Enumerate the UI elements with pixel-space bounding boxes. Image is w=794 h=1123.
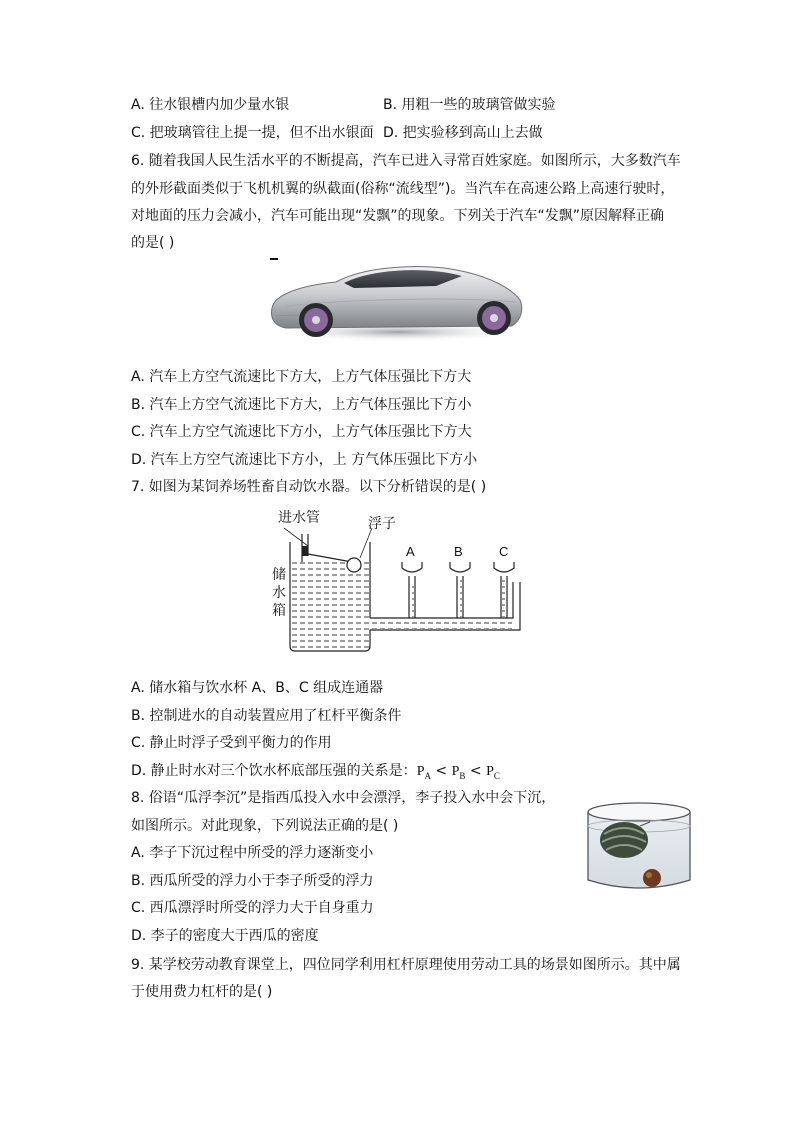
label-tank-2: 水 bbox=[272, 584, 286, 600]
q6-option-a: A. 汽车上方空气流速比下方大，上方气体压强比下方大 bbox=[131, 369, 472, 385]
q6-stem-line-1: 6. 随着我国人民生活水平的不断提高，汽车已进入寻常百姓家庭。如图所示，大多数汽车 bbox=[131, 153, 681, 169]
q6-stem-line-2: 的外形截面类似于飞机机翼的纵截面(俗称“流线型”)。当汽车在高速公路上高速行驶时， bbox=[131, 181, 675, 197]
label-inlet-pipe: 进水管 bbox=[278, 509, 320, 525]
q6-option-c: C. 汽车上方空气流速比下方小，上方气体压强比下方大 bbox=[131, 424, 472, 440]
q8-stem-line-2: 如图所示。对此现象，下列说法正确的是( ) bbox=[131, 818, 399, 834]
q8-stem-line-1: 8. 俗语“瓜浮李沉”是指西瓜投入水中会漂浮，李子投入水中会下沉， bbox=[131, 790, 556, 806]
q7-option-c: C. 静止时浮子受到平衡力的作用 bbox=[131, 735, 332, 751]
q6-option-b: B. 汽车上方空气流速比下方大，上方气体压强比下方小 bbox=[131, 397, 472, 413]
q6-option-d: D. 汽车上方空气流速比下方小，上 方气体压强比下方小 bbox=[131, 452, 478, 468]
q9-stem-line-1: 9. 某学校劳动教育课堂上，四位同学利用杠杆原理使用劳动工具的场景如图所示。其中属 bbox=[131, 957, 681, 973]
q7-option-d bbox=[131, 761, 500, 786]
label-tank-1: 储 bbox=[272, 566, 286, 582]
q7-option-a: A. 储水箱与饮水杯 A、B、C 组成连通器 bbox=[131, 680, 384, 696]
q6-stem-line-3: 对地面的压力会减小，汽车可能出现“发飘”的现象。下列关于汽车“发飘”原因解释正确 bbox=[131, 208, 665, 224]
label-float: 浮子 bbox=[368, 515, 396, 531]
q8-option-d: D. 李子的密度大于西瓜的密度 bbox=[131, 928, 319, 944]
q7-option-d-text: D. 静止时水对三个饮水杯底部压强的关系是： bbox=[131, 763, 417, 779]
q9-stem-line-2: 于使用费力杠杆的是( ) bbox=[131, 984, 273, 1000]
q6-stem-line-4: 的是( ) bbox=[131, 235, 175, 251]
q7-stem: 7. 如图为某饲养场牲畜自动饮水器。以下分析错误的是( ) bbox=[131, 479, 487, 495]
car-image bbox=[266, 256, 528, 346]
less-than: < bbox=[465, 763, 487, 779]
q8-option-c: C. 西瓜漂浮时所受的浮力大于自身重力 bbox=[131, 900, 374, 916]
pressure-a: $P_A$ bbox=[416, 764, 431, 781]
label-cup-a: A bbox=[406, 544, 415, 559]
pressure-c: $P_C$ bbox=[486, 764, 500, 781]
beaker-image bbox=[584, 800, 694, 892]
q5-option-a: A. 往水银槽内加少量水银 bbox=[131, 97, 290, 113]
q5-option-c: C. 把玻璃管往上提一提，但不出水银面 bbox=[131, 125, 374, 141]
q8-option-a: A. 李子下沉过程中所受的浮力逐渐变小 bbox=[131, 845, 374, 861]
q5-option-b: B. 用粗一些的玻璃管做实验 bbox=[383, 97, 556, 113]
label-cup-c: C bbox=[499, 544, 509, 559]
water-dispenser-diagram bbox=[268, 506, 528, 656]
q8-option-b: B. 西瓜所受的浮力小于李子所受的浮力 bbox=[131, 873, 374, 889]
pressure-b: $P_B$ bbox=[451, 764, 466, 781]
label-cup-b: B bbox=[454, 544, 463, 559]
less-than: < bbox=[430, 763, 452, 779]
q5-option-d: D. 把实验移到高山上去做 bbox=[383, 125, 543, 141]
label-tank-3: 箱 bbox=[272, 602, 286, 618]
q7-option-b: B. 控制进水的自动装置应用了杠杆平衡条件 bbox=[131, 708, 402, 724]
